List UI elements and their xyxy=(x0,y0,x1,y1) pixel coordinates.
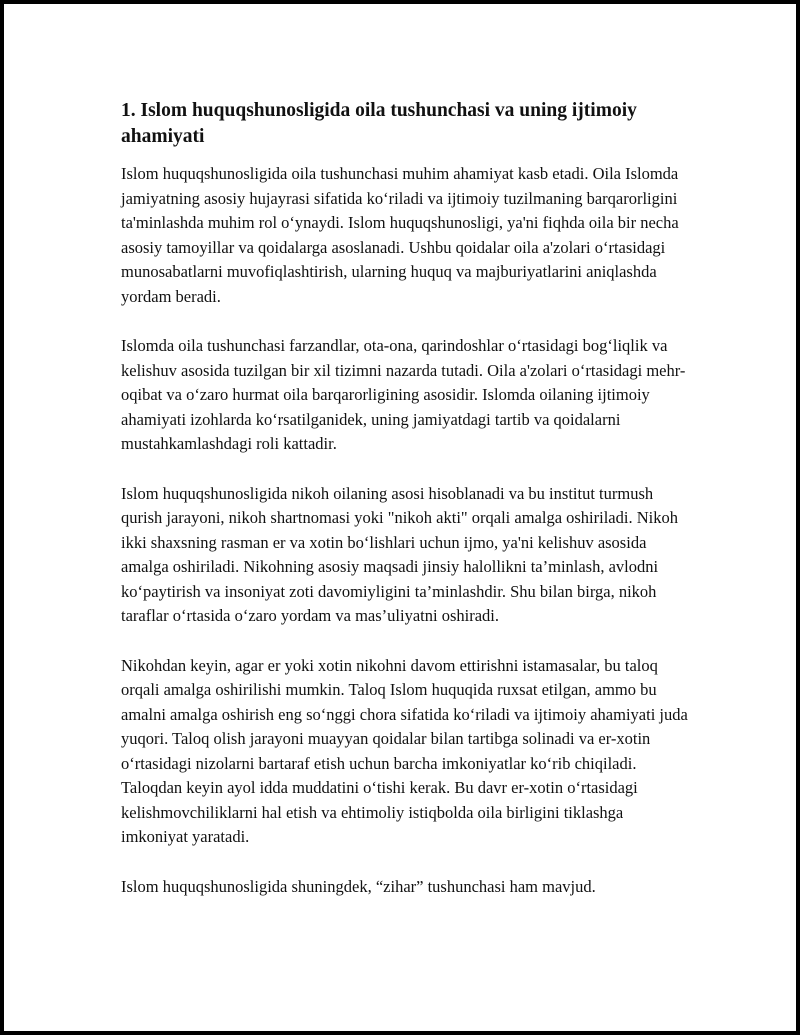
section-heading: 1. Islom huquqshunosligida oila tushunchasi va uning ijtimoiy ahamiyati xyxy=(121,100,637,147)
paragraph-3: Islom huquqshunosligida nikoh oilaning asosi hisoblanadi va bu institut turmush qurish jarayoni, nikoh shartnomasi yoki "nikoh akti" orqali amalga oshiriladi. Nikoh ikki shaxsning rasman er va xotin bo‘lishlari uchun ijmo, ya'ni kelishuv asosida amalga oshiriladi. Nikohning asosiy maqsadi jinsiy halollikni ta’minlash, avlodni ko‘paytirish va insoniyat zoti davomiyligini ta’minlashdir. Shu bilan birga, nikoh taraflar o‘rtasida o‘zaro yordam va mas’uliyatni oshiradi. xyxy=(121,483,678,625)
paragraph-2: Islomda oila tushunchasi farzandlar, ota-ona, qarindoshlar o‘rtasidagi bog‘liqlik va kelishuv asosida tuzilgan bir xil tizimni nazarda tutadi. Oila a'zolari o‘rtasidagi mehr-oqibat va o‘zaro hurmat oila barqarorligining asosidir. Islomda oilaning ijtimoiy ahamiyati izohlarda ko‘rsatilganidek, uning jamiyatdagi tartib va qoidalarni mustahkamlashdagi roli kattadir. xyxy=(121,336,686,453)
paragraph-4: Nikohdan keyin, agar er yoki xotin nikohni davom ettirishni istamasalar, bu taloq orqali amalga oshirilishi mumkin. Taloq Islom huquqida ruxsat etilgan, ammo bu amalni amalga oshirish eng so‘nggi chora sifatida ko‘riladi va ijtimoiy ahamiyati juda yuqori. Taloq olish jarayoni muayyan qoidalar bilan tartibga solinadi va er-xotin o‘rtasidagi nizolarni bartaraf etish uchun barcha imkoniyatlar ko‘rib chiqiladi. Taloqdan keyin ayol idda muddatini o‘tishi kerak. Bu davr er-xotin o‘rtasidagi kelishmovchiliklarni hal etish va ehtimoliy istiqbolda oila birligini tiklashga imkoniyat yaratadi. xyxy=(121,655,688,846)
document-body xyxy=(121,98,693,924)
paragraph-5: Islom huquqshunosligida shuningdek, “zihar” tushunchasi ham mavjud. xyxy=(121,876,596,896)
paragraph-1: Islom huquqshunosligida oila tushunchasi muhim ahamiyat kasb etadi. Oila Islomda jamiyatning asosiy hujayrasi sifatida ko‘riladi va ijtimoiy tuzilmaning barqarorligini ta'minlashda muhim rol o‘ynaydi. Islom huquqshunosligi, ya'ni fiqhda oila bir necha asosiy tamoyillar va qoidalarga asoslanadi. Ushbu qoidalar oila a'zolari o‘rtasidagi munosabatlarni muvofiqlashtirish, ularning huquq va majburiyatlarini aniqlashda yordam beradi. xyxy=(121,164,679,306)
